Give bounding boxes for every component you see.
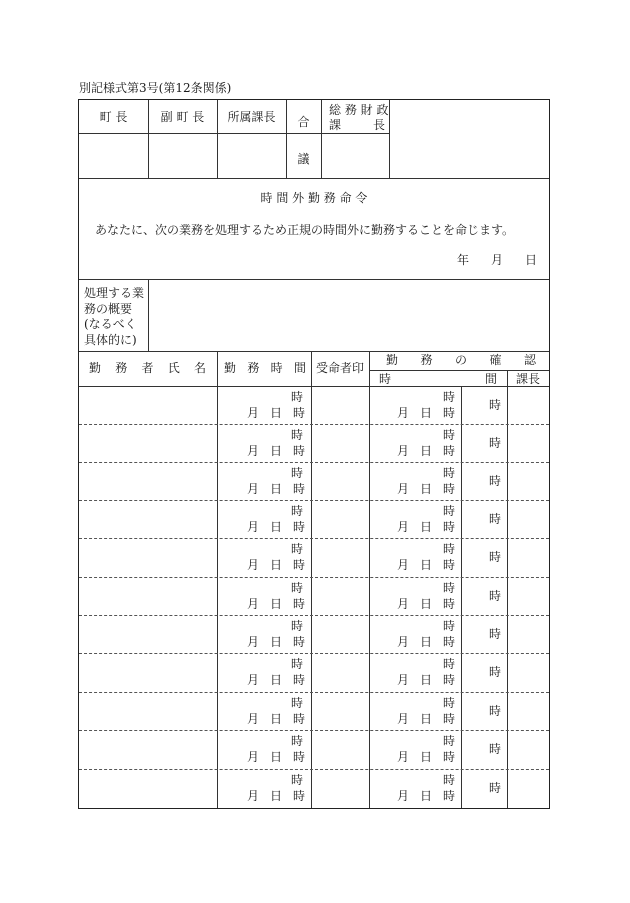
- divider: [321, 100, 322, 178]
- confirm-duration: 時: [489, 398, 502, 412]
- confirm-duration: 時: [489, 665, 502, 679]
- confirm-duration: 時: [489, 781, 502, 795]
- confirm-hour-mark: 時: [443, 734, 456, 748]
- work-hour-mark: 時: [291, 696, 304, 710]
- confirm-date-time: 月 日 時: [397, 673, 455, 687]
- order-title: 時 間 外 勤 務 命 令: [260, 191, 368, 205]
- approval-bottom-line: [79, 178, 549, 179]
- work-date-time: 月 日 時: [247, 482, 305, 496]
- work-hour-mark: 時: [291, 390, 304, 404]
- confirm-duration: 時: [489, 512, 502, 526]
- work-date-time: 月 日 時: [247, 444, 305, 458]
- table-row: [79, 538, 549, 576]
- recipient-seal-header: 受命者印: [315, 361, 364, 375]
- task-label: 処理する業 務の概要 (なるべく 具体的に): [84, 286, 145, 347]
- work-date-time: 月 日 時: [247, 673, 305, 687]
- work-time-header: 勤 務 時 間: [224, 361, 306, 375]
- confirm-date-time: 月 日 時: [397, 558, 455, 572]
- confirm-hour-mark: 時: [443, 390, 456, 404]
- confirm-date-time: 月 日 時: [397, 520, 455, 534]
- work-date-time: 月 日 時: [247, 789, 305, 803]
- work-hour-mark: 時: [291, 542, 304, 556]
- confirm-date-time: 月 日 時: [397, 712, 455, 726]
- table-row: [79, 615, 549, 653]
- table-row: [79, 500, 549, 538]
- divider: [148, 279, 149, 351]
- confirm-time-header: 時: [379, 372, 392, 386]
- work-hour-mark: 時: [291, 581, 304, 595]
- divider: [389, 100, 390, 178]
- table-row: [79, 769, 549, 807]
- order-date: 年 月 日: [457, 253, 537, 267]
- section-chief-header: 課長: [515, 372, 540, 386]
- table-row: [79, 692, 549, 730]
- work-date-time: 月 日 時: [247, 635, 305, 649]
- confirm-date-time: 月 日 時: [397, 597, 455, 611]
- confirm-hour-mark: 時: [443, 504, 456, 518]
- overtime-order-form: [78, 99, 550, 809]
- worker-name-header: 勤 務 者 氏 名: [89, 361, 206, 375]
- confirm-date-time: 月 日 時: [397, 482, 455, 496]
- confirm-hour-mark: 時: [443, 773, 456, 787]
- work-date-time: 月 日 時: [247, 520, 305, 534]
- table-row: [79, 653, 549, 691]
- work-hour-mark: 時: [291, 428, 304, 442]
- table-row: [79, 424, 549, 462]
- approval-header-line: [79, 133, 389, 134]
- confirm-date-time: 月 日 時: [397, 750, 455, 764]
- task-bottom-line: [79, 351, 549, 352]
- table-row: [79, 462, 549, 500]
- work-hour-mark: 時: [291, 466, 304, 480]
- work-date-time: 月 日 時: [247, 597, 305, 611]
- table-row: [79, 577, 549, 615]
- divider: [286, 100, 287, 178]
- mayor-label: 町 長: [99, 110, 128, 124]
- consultation-label-top: 合: [297, 115, 310, 129]
- work-hour-mark: 時: [291, 619, 304, 633]
- confirm-duration-header: 間: [485, 372, 498, 386]
- work-date-time: 月 日 時: [247, 750, 305, 764]
- confirm-hour-mark: 時: [443, 696, 456, 710]
- work-date-time: 月 日 時: [247, 712, 305, 726]
- work-date-time: 月 日 時: [247, 406, 305, 420]
- confirm-sub-line: [369, 370, 549, 371]
- work-date-time: 月 日 時: [247, 558, 305, 572]
- work-confirmation-header: 勤 務 の 確 認: [386, 353, 536, 367]
- deputy-mayor-label: 副 町 長: [160, 110, 205, 124]
- work-hour-mark: 時: [291, 657, 304, 671]
- finance-chief-label-1: 総 務 財 政: [329, 103, 389, 117]
- confirm-duration: 時: [489, 589, 502, 603]
- finance-chief-label-2: 課 長: [329, 118, 385, 132]
- table-row: [79, 730, 549, 768]
- confirm-date-time: 月 日 時: [397, 789, 455, 803]
- confirm-hour-mark: 時: [443, 542, 456, 556]
- confirm-date-time: 月 日 時: [397, 635, 455, 649]
- confirm-date-time: 月 日 時: [397, 406, 455, 420]
- confirm-hour-mark: 時: [443, 657, 456, 671]
- consultation-label-bottom: 議: [297, 152, 310, 166]
- confirm-hour-mark: 時: [443, 428, 456, 442]
- confirm-duration: 時: [489, 550, 502, 564]
- confirm-date-time: 月 日 時: [397, 444, 455, 458]
- confirm-duration: 時: [489, 704, 502, 718]
- order-text: あなたに、次の業務を処理するため正規の時間外に勤務することを命じます。: [95, 223, 515, 237]
- form-caption: 別記様式第3号(第12条関係): [79, 81, 232, 95]
- confirm-hour-mark: 時: [443, 619, 456, 633]
- section-chief-label: 所属課長: [227, 110, 276, 124]
- confirm-duration: 時: [489, 474, 502, 488]
- work-hour-mark: 時: [291, 734, 304, 748]
- work-hour-mark: 時: [291, 504, 304, 518]
- confirm-duration: 時: [489, 627, 502, 641]
- confirm-duration: 時: [489, 742, 502, 756]
- table-row: [79, 386, 549, 424]
- confirm-hour-mark: 時: [443, 581, 456, 595]
- confirm-hour-mark: 時: [443, 466, 456, 480]
- work-hour-mark: 時: [291, 773, 304, 787]
- confirm-duration: 時: [489, 436, 502, 450]
- order-bottom-line: [79, 279, 549, 280]
